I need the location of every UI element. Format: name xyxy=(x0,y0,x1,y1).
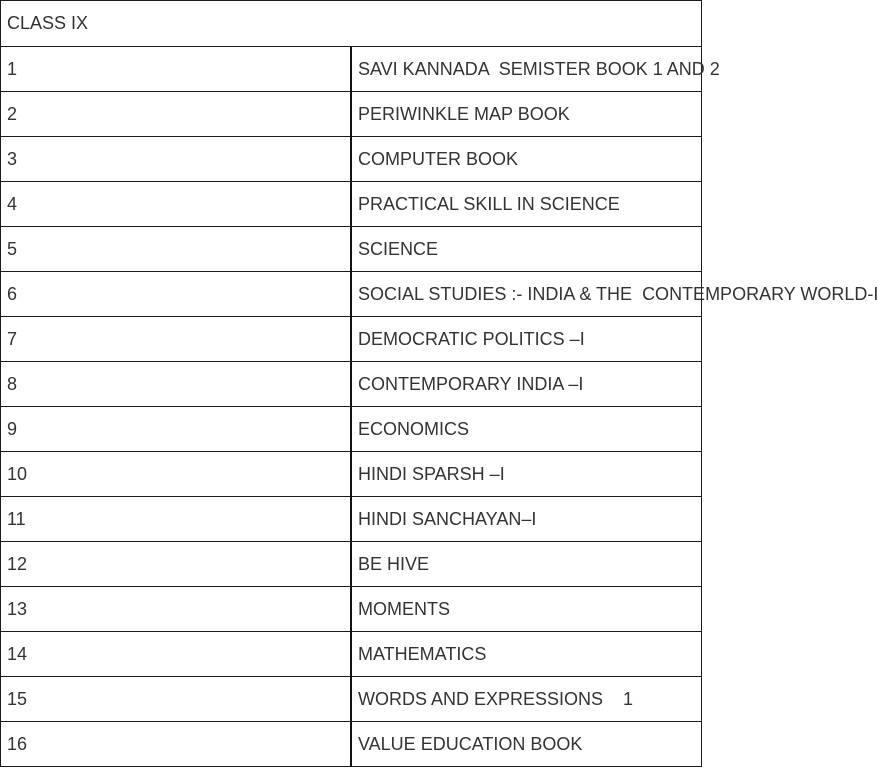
row-number-cell: 8 xyxy=(1,362,352,407)
row-number-cell: 10 xyxy=(1,452,352,497)
table-row xyxy=(1,317,702,362)
table-row xyxy=(1,47,702,92)
book-title-cell: COMPUTER BOOK xyxy=(351,137,702,182)
row-number-cell: 12 xyxy=(1,542,352,587)
book-list-body xyxy=(1,1,878,767)
row-number-cell: 15 xyxy=(1,677,352,722)
book-title-cell: HINDI SPARSH –I xyxy=(351,452,702,497)
row-number-cell: 13 xyxy=(1,587,352,632)
book-title-cell: SAVI KANNADA SEMISTER BOOK 1 AND 2 xyxy=(351,47,702,92)
table-row xyxy=(1,587,702,632)
book-title-cell: CONTEMPORARY INDIA –I xyxy=(351,362,702,407)
row-number-cell: 5 xyxy=(1,227,352,272)
table-row xyxy=(1,137,702,182)
row-number-cell: 2 xyxy=(1,92,352,137)
book-title-cell: SCIENCE xyxy=(351,227,702,272)
book-title-cell: MATHEMATICS xyxy=(351,632,702,677)
book-title-cell: DEMOCRATIC POLITICS –I xyxy=(351,317,702,362)
row-number-cell: 1 xyxy=(1,47,352,92)
table-row xyxy=(1,722,702,767)
row-number-cell: 16 xyxy=(1,722,352,767)
table-row xyxy=(1,227,702,272)
row-number-cell: 6 xyxy=(1,272,352,317)
book-title-cell: HINDI SANCHAYAN–I xyxy=(351,497,702,542)
book-title-cell: PERIWINKLE MAP BOOK xyxy=(351,92,702,137)
book-title-cell: WORDS AND EXPRESSIONS 1 xyxy=(351,677,702,722)
table-row xyxy=(1,407,702,452)
book-title-cell: VALUE EDUCATION BOOK xyxy=(351,722,702,767)
table-row xyxy=(1,92,702,137)
book-title-cell: ECONOMICS xyxy=(351,407,702,452)
row-number-cell: 11 xyxy=(1,497,352,542)
row-number-cell: 9 xyxy=(1,407,352,452)
book-title-cell: BE HIVE xyxy=(351,542,702,587)
table-row xyxy=(1,182,702,227)
table-row xyxy=(1,452,702,497)
table-row xyxy=(1,542,702,587)
row-number-cell: 4 xyxy=(1,182,352,227)
book-title-cell: MOMENTS xyxy=(351,587,702,632)
row-number-cell: 3 xyxy=(1,137,352,182)
table-row xyxy=(1,632,702,677)
row-number-cell: 7 xyxy=(1,317,352,362)
book-title-cell: PRACTICAL SKILL IN SCIENCE xyxy=(351,182,702,227)
row-number-cell: 14 xyxy=(1,632,352,677)
table-row xyxy=(1,272,702,317)
class-header-cell: CLASS IX xyxy=(1,1,702,47)
class-header-row xyxy=(1,1,702,47)
table-row xyxy=(1,497,702,542)
table-row xyxy=(1,677,702,722)
book-title-cell: SOCIAL STUDIES :- INDIA & THE CONTEMPORARY WORLD-I xyxy=(351,272,702,317)
table-row xyxy=(1,362,702,407)
